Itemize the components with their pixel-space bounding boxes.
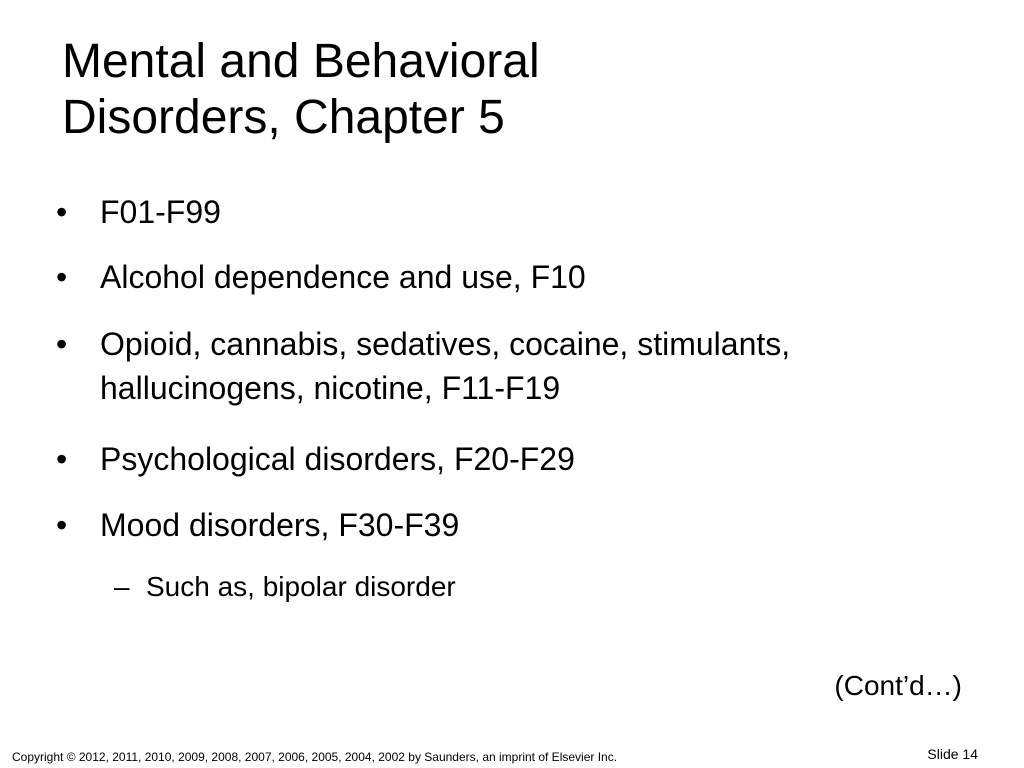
- bullet-item: [56, 190, 996, 234]
- sub-bullet-marker: –: [114, 571, 130, 602]
- slide-title: [62, 34, 962, 146]
- bullet-item: [56, 503, 996, 547]
- bullet-marker: •: [56, 259, 68, 295]
- bullet-marker: •: [56, 194, 68, 230]
- bullet-marker: •: [56, 507, 68, 543]
- bullet-item: [56, 322, 996, 410]
- bullet-text: Alcohol dependence and use, F10: [100, 259, 586, 295]
- slide-number: Slide 14: [927, 746, 978, 762]
- bullet-text: F01-F99: [100, 194, 221, 230]
- slide-title-line-1: Mental and Behavioral: [62, 35, 540, 88]
- bullet-text: Psychological disorders, F20-F29: [100, 441, 575, 477]
- bullet-marker: •: [56, 441, 68, 477]
- slide-title-line-2: Disorders, Chapter 5: [62, 91, 505, 144]
- continued-label: (Cont’d…): [834, 670, 962, 701]
- bullet-text: Opioid, cannabis, sedatives, cocaine, stimulants, hallucinogens, nicotine, F11-F19: [100, 326, 791, 406]
- sub-bullet-item: [114, 569, 914, 605]
- sub-bullet-text: Such as, bipolar disorder: [146, 571, 456, 602]
- copyright-notice: Copyright © 2012, 2011, 2010, 2009, 2008, 2007, 2006, 2005, 2004, 2002 by Saunders, an imprint of Elsevier Inc.: [12, 750, 618, 764]
- bullet-marker: •: [56, 326, 68, 362]
- bullet-item: [56, 437, 996, 481]
- bullet-item: [56, 255, 996, 299]
- bullet-text: Mood disorders, F30-F39: [100, 507, 460, 543]
